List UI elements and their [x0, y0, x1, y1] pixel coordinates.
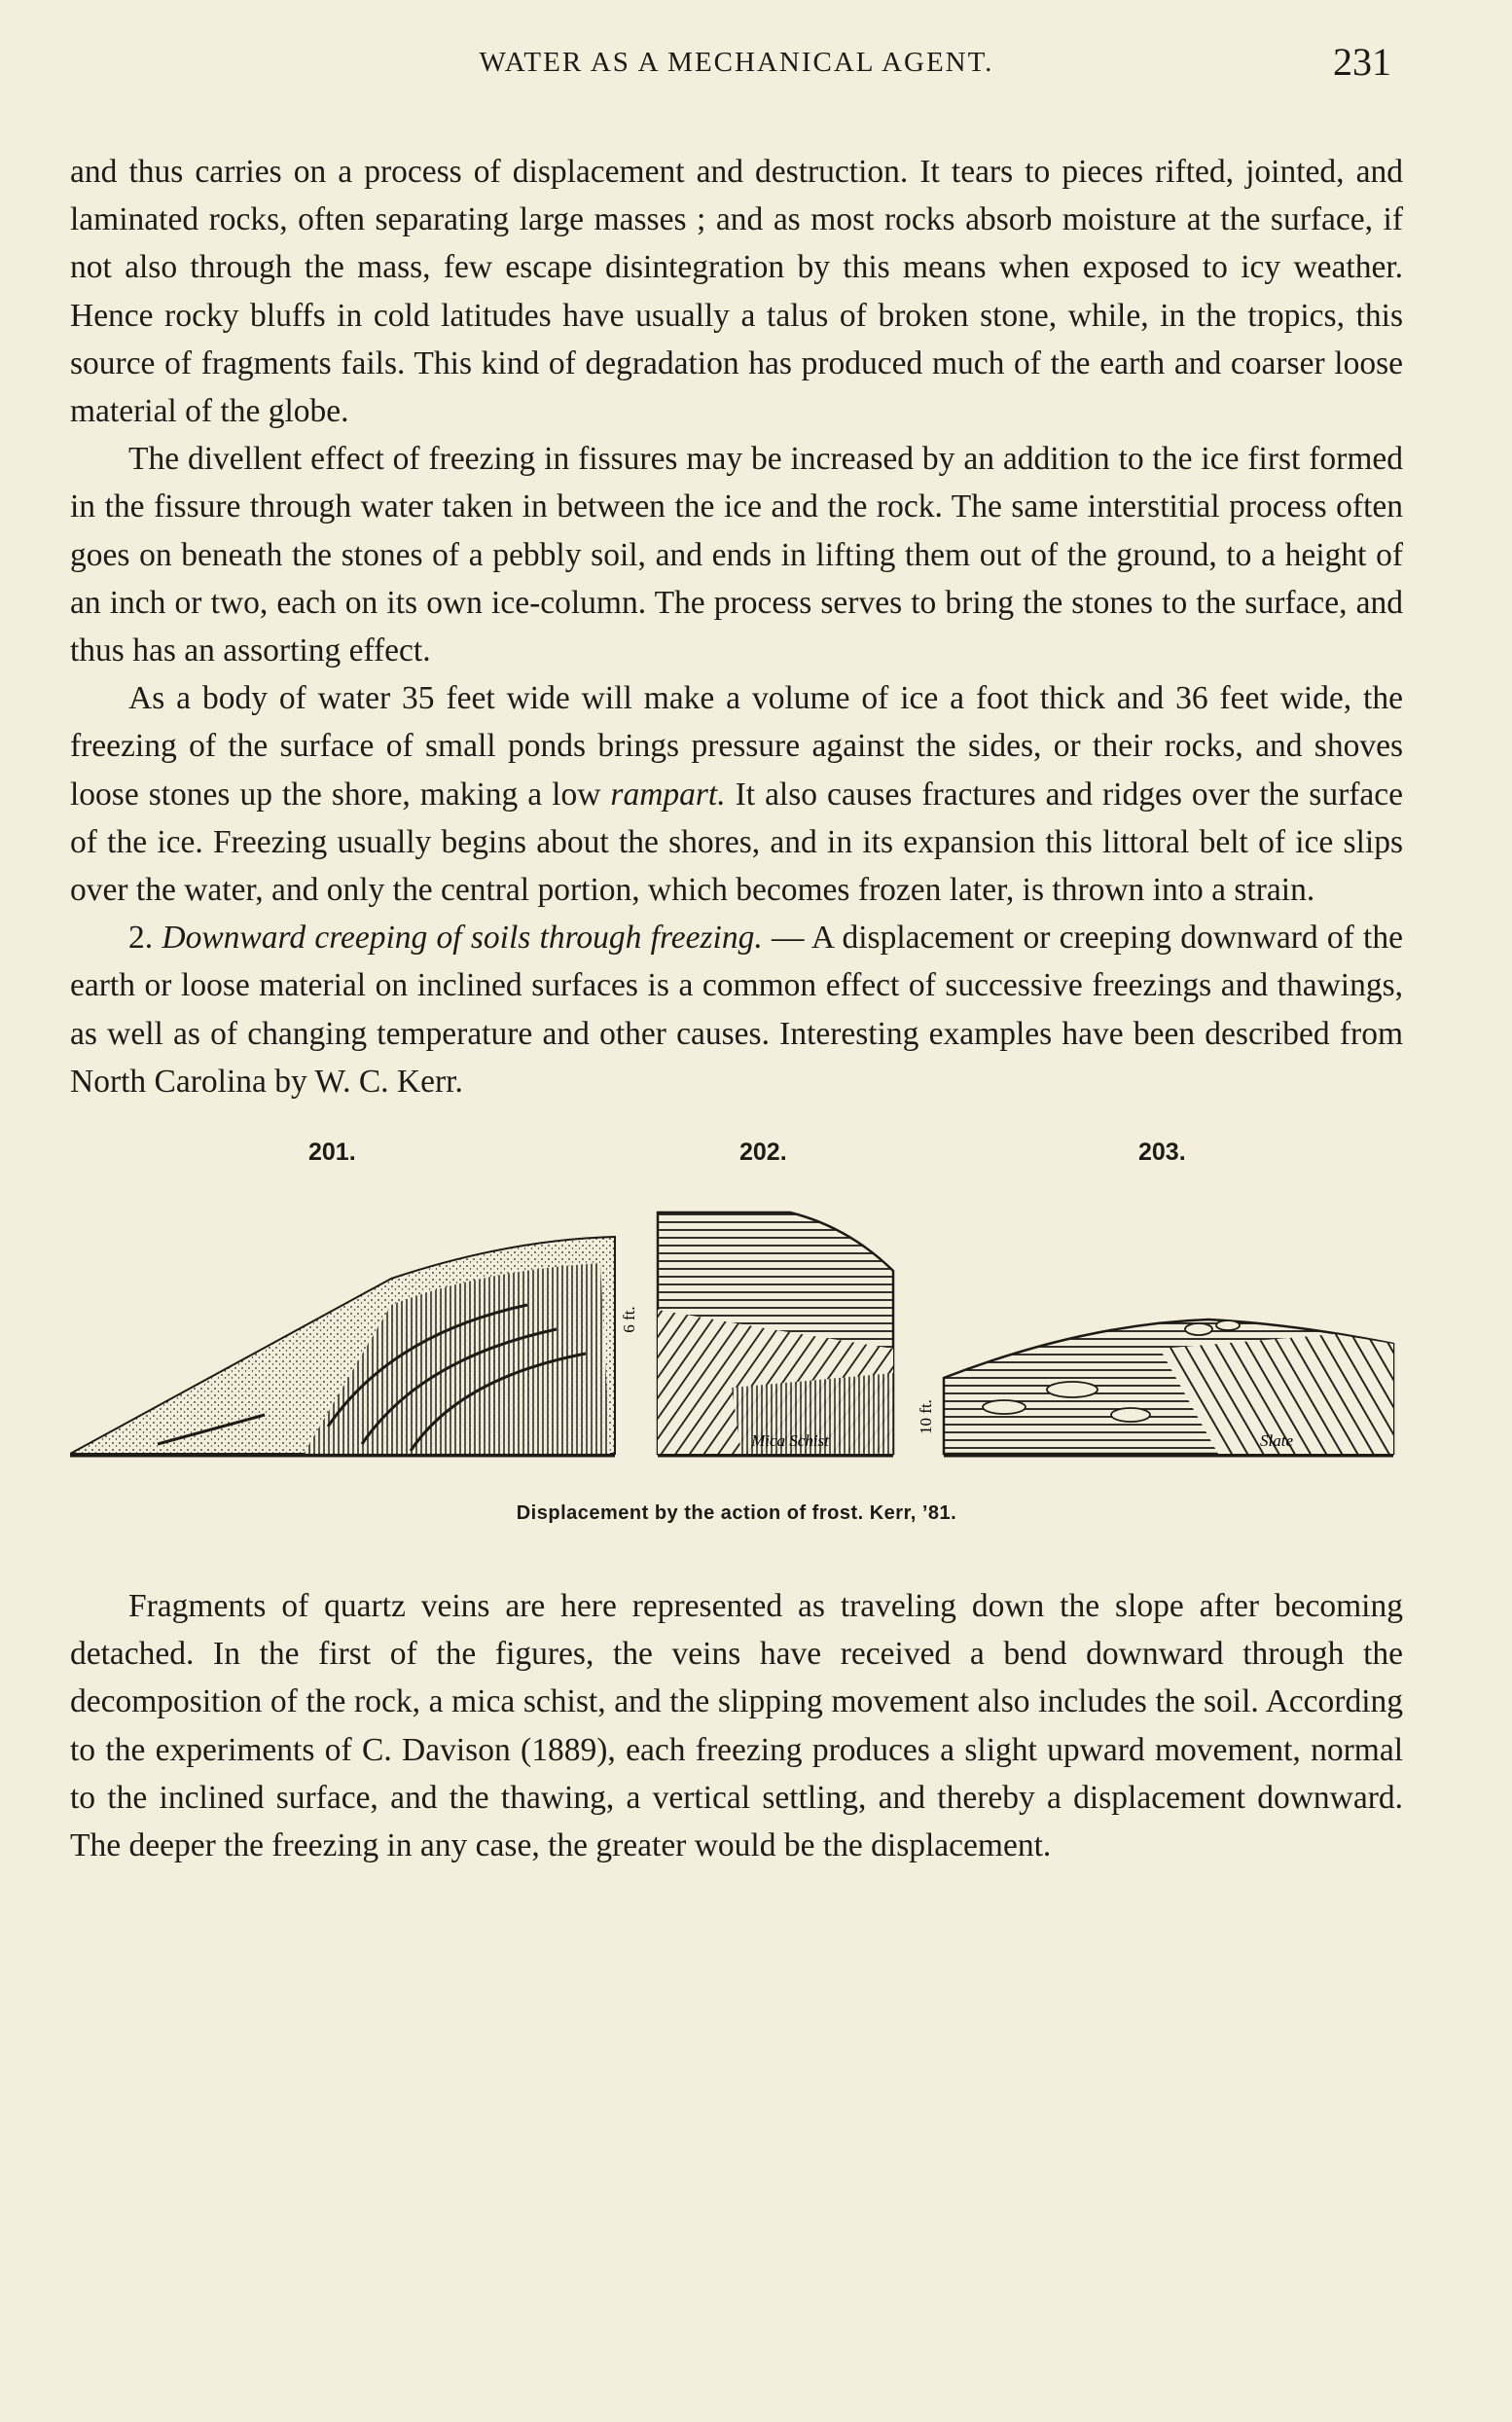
- running-head: [70, 39, 1403, 97]
- figure-203-scale: 10 ft.: [917, 1399, 935, 1435]
- figure-203-number: 203.: [1138, 1139, 1186, 1167]
- body-text-continued: [70, 1582, 1403, 1869]
- figure-202-drawing: [620, 1212, 893, 1456]
- book-page: [70, 39, 1403, 1869]
- section-heading: Downward creeping of soils through freezing.: [162, 920, 763, 957]
- figure-202-number: 202.: [739, 1139, 787, 1167]
- figure-203-rock-label: Slate: [1260, 1431, 1293, 1451]
- paragraph-3-text-b: It also causes fractures and ridges over the surface of the ice. Freezing usually begins about the shores, and in its expansion this littoral belt of ice slips over the water, and only the central portion, which becomes frozen later, is thrown into a strain.: [70, 776, 1403, 909]
- figure-group: [70, 1135, 1403, 1543]
- figure-202-rock-label: Mica Schist: [751, 1431, 829, 1451]
- paragraph-3: [70, 674, 1403, 914]
- paragraph-4-text: — A displacement or creeping downward of the earth or loose material on inclined surfaces is a common effect of successive freezings and thawings, as well as of changing temperature and other causes. Interesting examples have been described from North Carolina by W. C. Kerr.: [70, 920, 1403, 1100]
- paragraph-2: The divellent effect of freezing in fissures may be increased by an addition to the ice first formed in the fissure through water taken in between the ice and the rock. The same interstitial process often goes on beneath the stones of a pebbly soil, and ends in lifting them out of the ground, to a height of an inch or two, each on its own ice-column. The process serves to bring the stones to the surface, and thus has an assorting effect.: [70, 441, 1403, 669]
- figure-201-number: 201.: [308, 1139, 356, 1167]
- body-text: [70, 148, 1403, 1105]
- figure-203-drawing: [917, 1319, 1393, 1456]
- paragraph-4: [70, 914, 1403, 1105]
- rampart-term: rampart.: [610, 776, 726, 813]
- paragraph-5: Fragments of quartz veins are here represented as traveling down the slope after becoming detached. In the first of the figures, the veins have received a bend downward through the decomposition of the rock, a mica schist, and the slipping movement also includes the soil. According to the experiments of C. Davison (1889), each freezing produces a slight upward movement, normal to the inclined surface, and the thawing, a vertical settling, and thereby a displacement downward. The deeper the freezing in any case, the greater would be the displacement.: [70, 1588, 1403, 1864]
- figure-201-drawing: [70, 1237, 615, 1456]
- page-number: 231: [1333, 40, 1391, 84]
- running-title: WATER AS A MECHANICAL AGENT.: [479, 47, 994, 78]
- section-number: 2.: [128, 920, 162, 957]
- figure-caption: Displacement by the action of frost. Kerr, ’81.: [516, 1502, 957, 1525]
- figure-202-scale: 6 ft.: [620, 1306, 638, 1333]
- paragraph-1: and thus carries on a process of displacement and destruction. It tears to pieces rifted, jointed, and laminated rocks, often separating large masses ; and as most rocks absorb moisture at the surface, if not also through the mass, few escape disintegration by this means when exposed to icy weather. Hence rocky bluffs in cold latitudes have usually a talus of broken stone, while, in the tropics, this source of fragments fails. This kind of degradation has produced much of the earth and coarser loose material of the globe.: [70, 154, 1403, 430]
- paragraph-3-text-a: As a body of water 35 feet wide will make a volume of ice a foot thick and 36 feet wide, the freezing of the surface of small ponds brings pressure against the sides, or their rocks, and shoves loose stones up the shore, making a low: [70, 680, 1403, 813]
- figures-illustration: [70, 1135, 1403, 1495]
